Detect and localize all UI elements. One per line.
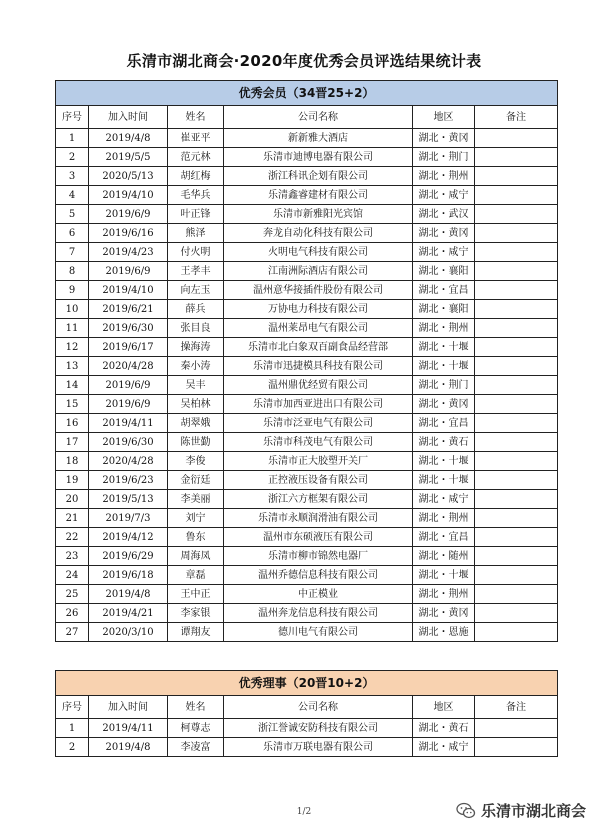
cell-remarks xyxy=(475,452,558,471)
cell-remarks xyxy=(475,528,558,547)
table-row xyxy=(56,395,558,414)
cell-name: 崔亚平 xyxy=(168,129,224,148)
cell-remarks xyxy=(475,262,558,281)
cell-remarks xyxy=(475,129,558,148)
col-header-name: 姓名 xyxy=(168,696,224,719)
cell-index: 2 xyxy=(56,148,89,167)
cell-index: 16 xyxy=(56,414,89,433)
cell-region: 湖北・十堰 xyxy=(413,566,475,585)
cell-index: 12 xyxy=(56,338,89,357)
wechat-icon xyxy=(456,802,476,820)
cell-index: 5 xyxy=(56,205,89,224)
table-row xyxy=(56,452,558,471)
cell-remarks xyxy=(475,719,558,738)
table-row xyxy=(56,167,558,186)
cell-company: 德川电气有限公司 xyxy=(224,623,413,642)
cell-index: 20 xyxy=(56,490,89,509)
table-row xyxy=(56,129,558,148)
cell-join-date: 2019/4/11 xyxy=(89,719,168,738)
cell-join-date: 2019/6/23 xyxy=(89,471,168,490)
cell-name: 王孝丰 xyxy=(168,262,224,281)
cell-name: 秦小涛 xyxy=(168,357,224,376)
cell-remarks xyxy=(475,205,558,224)
cell-company: 浙江誉诚安防科技有限公司 xyxy=(224,719,413,738)
cell-join-date: 2019/6/9 xyxy=(89,205,168,224)
cell-remarks xyxy=(475,509,558,528)
cell-remarks xyxy=(475,319,558,338)
cell-company: 温州市东硕液压有限公司 xyxy=(224,528,413,547)
cell-region: 湖北・荆州 xyxy=(413,319,475,338)
col-header-company: 公司名称 xyxy=(224,696,413,719)
section-heading: 优秀理事（20晋10+2） xyxy=(56,671,558,696)
cell-name: 向左玉 xyxy=(168,281,224,300)
cell-region: 湖北・咸宁 xyxy=(413,738,475,757)
cell-index: 3 xyxy=(56,167,89,186)
cell-name: 金衍廷 xyxy=(168,471,224,490)
cell-remarks xyxy=(475,224,558,243)
cell-index: 9 xyxy=(56,281,89,300)
cell-remarks xyxy=(475,186,558,205)
cell-region: 湖北・荆门 xyxy=(413,376,475,395)
cell-join-date: 2020/5/13 xyxy=(89,167,168,186)
cell-region: 湖北・荆门 xyxy=(413,148,475,167)
cell-region: 湖北・十堰 xyxy=(413,471,475,490)
cell-join-date: 2019/5/13 xyxy=(89,490,168,509)
table-row xyxy=(56,319,558,338)
cell-index: 8 xyxy=(56,262,89,281)
cell-index: 24 xyxy=(56,566,89,585)
cell-join-date: 2019/6/18 xyxy=(89,566,168,585)
cell-remarks xyxy=(475,433,558,452)
table-row xyxy=(56,738,558,757)
table-row xyxy=(56,585,558,604)
cell-company: 乐清市新雅阳光宾馆 xyxy=(224,205,413,224)
cell-remarks xyxy=(475,566,558,585)
cell-join-date: 2019/6/16 xyxy=(89,224,168,243)
cell-region: 湖北・十堰 xyxy=(413,338,475,357)
cell-join-date: 2019/4/8 xyxy=(89,585,168,604)
cell-company: 奔龙自动化科技有限公司 xyxy=(224,224,413,243)
cell-index: 14 xyxy=(56,376,89,395)
cell-name: 熊泽 xyxy=(168,224,224,243)
col-header-region: 地区 xyxy=(413,106,475,129)
cell-join-date: 2019/6/9 xyxy=(89,262,168,281)
cell-name: 薛兵 xyxy=(168,300,224,319)
col-header-name: 姓名 xyxy=(168,106,224,129)
cell-region: 湖北・武汉 xyxy=(413,205,475,224)
cell-region: 湖北・宜昌 xyxy=(413,414,475,433)
table-row xyxy=(56,433,558,452)
cell-name: 叶正锋 xyxy=(168,205,224,224)
cell-company: 温州鼎优经贸有限公司 xyxy=(224,376,413,395)
cell-company: 新新雅大酒店 xyxy=(224,129,413,148)
col-header-join-date: 加入时间 xyxy=(89,106,168,129)
cell-region: 湖北・恩施 xyxy=(413,623,475,642)
col-header-region: 地区 xyxy=(413,696,475,719)
cell-index: 22 xyxy=(56,528,89,547)
col-header-index: 序号 xyxy=(56,696,89,719)
cell-index: 21 xyxy=(56,509,89,528)
cell-remarks xyxy=(475,738,558,757)
cell-remarks xyxy=(475,623,558,642)
cell-company: 乐清市泛亚电气有限公司 xyxy=(224,414,413,433)
cell-region: 湖北・咸宁 xyxy=(413,243,475,262)
cell-index: 23 xyxy=(56,547,89,566)
cell-region: 湖北・襄阳 xyxy=(413,300,475,319)
table-row xyxy=(56,243,558,262)
cell-remarks xyxy=(475,471,558,490)
table-row xyxy=(56,414,558,433)
cell-region: 湖北・咸宁 xyxy=(413,186,475,205)
table-row xyxy=(56,224,558,243)
cell-company: 乐清市万联电器有限公司 xyxy=(224,738,413,757)
cell-region: 湖北・随州 xyxy=(413,547,475,566)
table-row xyxy=(56,262,558,281)
cell-company: 温州乔德信息科技有限公司 xyxy=(224,566,413,585)
table-row xyxy=(56,509,558,528)
table-row xyxy=(56,490,558,509)
cell-remarks xyxy=(475,338,558,357)
cell-company: 正控液压设备有限公司 xyxy=(224,471,413,490)
watermark xyxy=(456,800,586,821)
cell-company: 乐清市加西亚进出口有限公司 xyxy=(224,395,413,414)
cell-remarks xyxy=(475,281,558,300)
cell-index: 11 xyxy=(56,319,89,338)
cell-company: 万协电力科技有限公司 xyxy=(224,300,413,319)
table-row xyxy=(56,528,558,547)
cell-remarks xyxy=(475,243,558,262)
cell-company: 温州奔龙信息科技有限公司 xyxy=(224,604,413,623)
cell-join-date: 2019/4/11 xyxy=(89,414,168,433)
cell-region: 湖北・荆州 xyxy=(413,167,475,186)
watermark-text: 乐清市湖北商会 xyxy=(481,802,587,820)
cell-remarks xyxy=(475,585,558,604)
cell-name: 胡红梅 xyxy=(168,167,224,186)
table-row xyxy=(56,376,558,395)
cell-remarks xyxy=(475,547,558,566)
cell-name: 柯尊志 xyxy=(168,719,224,738)
table-row xyxy=(56,604,558,623)
cell-join-date: 2019/4/10 xyxy=(89,281,168,300)
cell-name: 周海凤 xyxy=(168,547,224,566)
cell-remarks xyxy=(475,148,558,167)
cell-name: 谭翔友 xyxy=(168,623,224,642)
cell-join-date: 2019/6/30 xyxy=(89,433,168,452)
excellent-directors-table xyxy=(55,670,558,757)
cell-remarks xyxy=(475,167,558,186)
cell-company: 火明电气科技有限公司 xyxy=(224,243,413,262)
cell-name: 陈世勤 xyxy=(168,433,224,452)
cell-name: 胡翠娥 xyxy=(168,414,224,433)
excellent-members-table xyxy=(55,80,558,642)
table-row xyxy=(56,148,558,167)
col-header-remarks: 备注 xyxy=(475,696,558,719)
cell-index: 19 xyxy=(56,471,89,490)
section-heading: 优秀会员（34晋25+2） xyxy=(56,81,558,106)
cell-name: 李美丽 xyxy=(168,490,224,509)
cell-index: 13 xyxy=(56,357,89,376)
cell-company: 温州莱昂电气有限公司 xyxy=(224,319,413,338)
table-row xyxy=(56,281,558,300)
cell-company: 乐清鑫睿建材有限公司 xyxy=(224,186,413,205)
cell-region: 湖北・襄阳 xyxy=(413,262,475,281)
cell-index: 6 xyxy=(56,224,89,243)
cell-company: 江南洲际酒店有限公司 xyxy=(224,262,413,281)
cell-remarks xyxy=(475,414,558,433)
cell-name: 李凌富 xyxy=(168,738,224,757)
cell-company: 乐清市迪博电器有限公司 xyxy=(224,148,413,167)
cell-remarks xyxy=(475,395,558,414)
cell-name: 范元林 xyxy=(168,148,224,167)
cell-join-date: 2019/4/23 xyxy=(89,243,168,262)
cell-company: 乐清市柳市锦然电器厂 xyxy=(224,547,413,566)
cell-region: 湖北・黄冈 xyxy=(413,604,475,623)
cell-join-date: 2019/6/9 xyxy=(89,376,168,395)
cell-join-date: 2019/6/9 xyxy=(89,395,168,414)
cell-index: 1 xyxy=(56,129,89,148)
cell-company: 乐清市永顺润滑油有限公司 xyxy=(224,509,413,528)
page-title: 乐清市湖北商会·2020年度优秀会员评选结果统计表 xyxy=(126,52,482,70)
col-header-remarks: 备注 xyxy=(475,106,558,129)
cell-index: 7 xyxy=(56,243,89,262)
col-header-index: 序号 xyxy=(56,106,89,129)
cell-join-date: 2020/4/28 xyxy=(89,452,168,471)
cell-name: 操海涛 xyxy=(168,338,224,357)
cell-name: 刘宁 xyxy=(168,509,224,528)
cell-join-date: 2019/6/17 xyxy=(89,338,168,357)
cell-index: 2 xyxy=(56,738,89,757)
cell-company: 乐清市迅捷模具科技有限公司 xyxy=(224,357,413,376)
col-header-join-date: 加入时间 xyxy=(89,696,168,719)
cell-name: 王中正 xyxy=(168,585,224,604)
cell-join-date: 2019/4/21 xyxy=(89,604,168,623)
cell-remarks xyxy=(475,300,558,319)
cell-index: 10 xyxy=(56,300,89,319)
page-number: 1/2 xyxy=(296,807,312,817)
table-row xyxy=(56,719,558,738)
cell-remarks xyxy=(475,490,558,509)
cell-index: 27 xyxy=(56,623,89,642)
cell-company: 温州意华接插件股份有限公司 xyxy=(224,281,413,300)
column-header-row xyxy=(56,106,558,129)
cell-index: 26 xyxy=(56,604,89,623)
cell-name: 吴丰 xyxy=(168,376,224,395)
cell-remarks xyxy=(475,604,558,623)
table-row xyxy=(56,300,558,319)
cell-region: 湖北・黄冈 xyxy=(413,395,475,414)
cell-company: 浙江科讯企划有限公司 xyxy=(224,167,413,186)
cell-region: 湖北・黄石 xyxy=(413,719,475,738)
cell-index: 15 xyxy=(56,395,89,414)
cell-region: 湖北・宜昌 xyxy=(413,281,475,300)
cell-index: 17 xyxy=(56,433,89,452)
cell-remarks xyxy=(475,376,558,395)
column-header-row xyxy=(56,696,558,719)
table-row xyxy=(56,338,558,357)
cell-company: 乐清市北白象双百副食品经营部 xyxy=(224,338,413,357)
cell-name: 张目良 xyxy=(168,319,224,338)
table-row xyxy=(56,186,558,205)
cell-region: 湖北・黄冈 xyxy=(413,224,475,243)
cell-company: 中正模业 xyxy=(224,585,413,604)
cell-name: 章磊 xyxy=(168,566,224,585)
cell-index: 4 xyxy=(56,186,89,205)
cell-region: 湖北・黄石 xyxy=(413,433,475,452)
cell-join-date: 2019/5/5 xyxy=(89,148,168,167)
cell-join-date: 2019/4/10 xyxy=(89,186,168,205)
cell-join-date: 2019/7/3 xyxy=(89,509,168,528)
cell-join-date: 2019/4/12 xyxy=(89,528,168,547)
cell-region: 湖北・宜昌 xyxy=(413,528,475,547)
cell-region: 湖北・荆州 xyxy=(413,509,475,528)
cell-region: 湖北・黄冈 xyxy=(413,129,475,148)
cell-join-date: 2020/3/10 xyxy=(89,623,168,642)
cell-name: 鲁东 xyxy=(168,528,224,547)
cell-join-date: 2019/4/8 xyxy=(89,738,168,757)
cell-index: 18 xyxy=(56,452,89,471)
cell-join-date: 2020/4/28 xyxy=(89,357,168,376)
cell-name: 吴柏林 xyxy=(168,395,224,414)
table-row xyxy=(56,471,558,490)
cell-join-date: 2019/6/21 xyxy=(89,300,168,319)
table-row xyxy=(56,357,558,376)
cell-company: 乐清市正大胶塑开关厂 xyxy=(224,452,413,471)
table-row xyxy=(56,547,558,566)
cell-company: 浙江六方框架有限公司 xyxy=(224,490,413,509)
cell-remarks xyxy=(475,357,558,376)
cell-name: 付火明 xyxy=(168,243,224,262)
table-row xyxy=(56,566,558,585)
cell-join-date: 2019/6/30 xyxy=(89,319,168,338)
cell-company: 乐清市科茂电气有限公司 xyxy=(224,433,413,452)
cell-join-date: 2019/6/29 xyxy=(89,547,168,566)
table-row xyxy=(56,623,558,642)
cell-name: 李俊 xyxy=(168,452,224,471)
table-row xyxy=(56,205,558,224)
cell-region: 湖北・咸宁 xyxy=(413,490,475,509)
cell-name: 李家银 xyxy=(168,604,224,623)
cell-region: 湖北・十堰 xyxy=(413,452,475,471)
cell-index: 1 xyxy=(56,719,89,738)
cell-index: 25 xyxy=(56,585,89,604)
cell-name: 毛华兵 xyxy=(168,186,224,205)
cell-join-date: 2019/4/8 xyxy=(89,129,168,148)
cell-region: 湖北・荆州 xyxy=(413,585,475,604)
col-header-company: 公司名称 xyxy=(224,106,413,129)
cell-region: 湖北・十堰 xyxy=(413,357,475,376)
